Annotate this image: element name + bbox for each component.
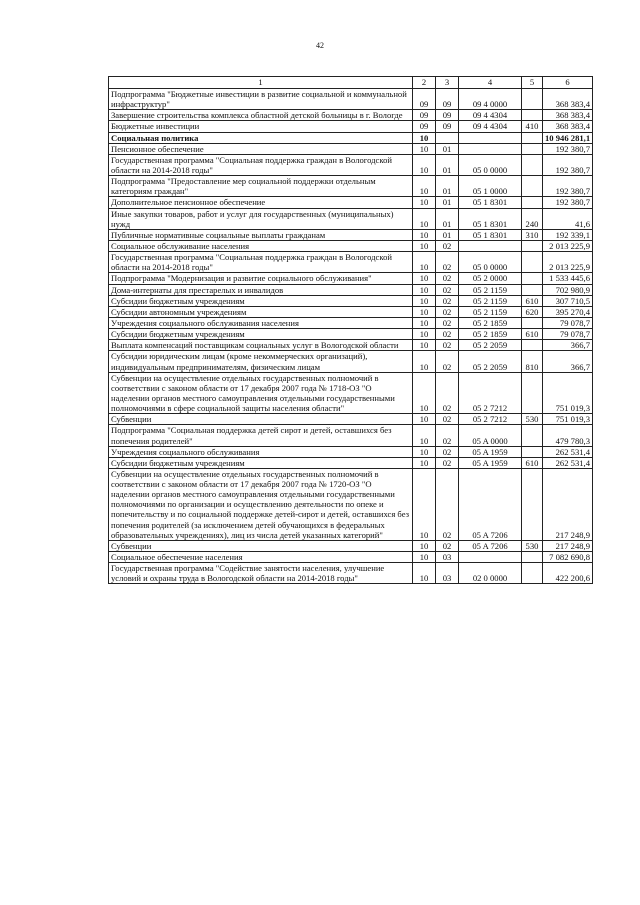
row-subsection: 02: [436, 468, 459, 540]
row-name: Субсидии бюджетным учреждениям: [109, 457, 413, 468]
row-section: 10: [413, 306, 436, 317]
row-section: 10: [413, 329, 436, 340]
row-amount: 2 013 225,9: [543, 252, 593, 273]
row-subsection: 02: [436, 284, 459, 295]
row-expense-type: [522, 446, 543, 457]
row-section: 09: [413, 89, 436, 110]
row-section: 09: [413, 110, 436, 121]
row-target-article: 05 2 1159: [459, 284, 522, 295]
row-amount: 1 533 445,6: [543, 273, 593, 284]
row-target-article: 05 1 8301: [459, 208, 522, 229]
row-subsection: 02: [436, 457, 459, 468]
row-target-article: 05 A 0000: [459, 425, 522, 446]
row-expense-type: 620: [522, 306, 543, 317]
row-subsection: 09: [436, 89, 459, 110]
table-row: [109, 446, 593, 457]
header-col-1: 1: [109, 77, 413, 89]
row-expense-type: [522, 273, 543, 284]
row-subsection: 01: [436, 229, 459, 240]
row-target-article: 05 1 0000: [459, 176, 522, 197]
row-expense-type: [522, 317, 543, 328]
row-target-article: 05 2 2059: [459, 351, 522, 372]
row-expense-type: 530: [522, 540, 543, 551]
row-amount: 479 780,3: [543, 425, 593, 446]
table-row: [109, 284, 593, 295]
row-amount: 262 531,4: [543, 457, 593, 468]
table-row: [109, 563, 593, 584]
row-section: 10: [413, 252, 436, 273]
row-subsection: 03: [436, 552, 459, 563]
row-target-article: 09 4 4304: [459, 121, 522, 132]
row-name: Подпрограмма "Социальная поддержка детей сирот и детей, оставшихся без попечения родителей": [109, 425, 413, 446]
row-target-article: 05 0 0000: [459, 252, 522, 273]
row-expense-type: [522, 552, 543, 563]
row-section: 10: [413, 552, 436, 563]
row-name: Субвенции: [109, 414, 413, 425]
row-amount: 192 339,1: [543, 229, 593, 240]
row-target-article: 05 A 7206: [459, 540, 522, 551]
row-target-article: 05 A 1959: [459, 446, 522, 457]
row-subsection: 09: [436, 121, 459, 132]
row-subsection: 01: [436, 154, 459, 175]
table-row: [109, 414, 593, 425]
row-expense-type: [522, 110, 543, 121]
table-row: [109, 229, 593, 240]
row-subsection: 03: [436, 563, 459, 584]
row-name: Учреждения социального обслуживания: [109, 446, 413, 457]
row-section: 10: [413, 540, 436, 551]
row-expense-type: [522, 563, 543, 584]
row-name: Субсидии бюджетным учреждениям: [109, 295, 413, 306]
row-target-article: 05 2 7212: [459, 414, 522, 425]
row-section: 10: [413, 340, 436, 351]
row-section: 10: [413, 240, 436, 251]
row-expense-type: 610: [522, 329, 543, 340]
row-section: 09: [413, 121, 436, 132]
row-expense-type: [522, 340, 543, 351]
row-subsection: 02: [436, 273, 459, 284]
row-target-article: 09 4 4304: [459, 110, 522, 121]
row-amount: 751 019,3: [543, 414, 593, 425]
header-col-3: 3: [436, 77, 459, 89]
table-row: [109, 457, 593, 468]
row-expense-type: [522, 143, 543, 154]
row-subsection: 02: [436, 329, 459, 340]
table-row: [109, 540, 593, 551]
table-row: [109, 317, 593, 328]
row-section: 10: [413, 273, 436, 284]
row-target-article: 05 0 0000: [459, 154, 522, 175]
row-amount: 7 082 690,8: [543, 552, 593, 563]
row-name: Государственная программа "Содействие занятости населения, улучшение условий и охраны труда в Вологодской области на 2014-2018 годы": [109, 563, 413, 584]
row-expense-type: [522, 468, 543, 540]
row-name: Дома-интернаты для престарелых и инвалидов: [109, 284, 413, 295]
row-amount: 368 383,4: [543, 89, 593, 110]
row-section: 10: [413, 295, 436, 306]
row-amount: 217 248,9: [543, 540, 593, 551]
row-amount: 262 531,4: [543, 446, 593, 457]
row-section: 10: [413, 468, 436, 540]
row-expense-type: 530: [522, 414, 543, 425]
row-target-article: 05 A 1959: [459, 457, 522, 468]
row-target-article: 05 2 1159: [459, 295, 522, 306]
row-name: Социальное обслуживание населения: [109, 240, 413, 251]
row-amount: 751 019,3: [543, 372, 593, 414]
row-subsection: 02: [436, 540, 459, 551]
header-col-5: 5: [522, 77, 543, 89]
row-expense-type: [522, 240, 543, 251]
row-amount: 10 946 281,1: [543, 132, 593, 143]
page-number: 42: [316, 41, 324, 50]
row-name: Завершение строительства комплекса областной детской больницы в г. Вологде: [109, 110, 413, 121]
row-expense-type: [522, 372, 543, 414]
row-target-article: 05 2 7212: [459, 372, 522, 414]
row-name: Пенсионное обеспечение: [109, 143, 413, 154]
table-row: [109, 351, 593, 372]
row-name: Государственная программа "Социальная поддержка граждан в Вологодской области на 2014-2018 годы": [109, 154, 413, 175]
row-subsection: 09: [436, 110, 459, 121]
row-section: 10: [413, 446, 436, 457]
table-row: [109, 197, 593, 208]
row-section: 10: [413, 229, 436, 240]
table-row: [109, 468, 593, 540]
row-amount: 79 078,7: [543, 317, 593, 328]
table-body: [109, 89, 593, 584]
row-amount: 192 380,7: [543, 154, 593, 175]
row-name: Выплата компенсаций поставщикам социальных услуг в Вологодской области: [109, 340, 413, 351]
budget-table: [108, 76, 593, 584]
row-subsection: 01: [436, 176, 459, 197]
table-row: [109, 110, 593, 121]
table-row: [109, 372, 593, 414]
row-expense-type: 240: [522, 208, 543, 229]
row-amount: 192 380,7: [543, 197, 593, 208]
row-name: Подпрограмма "Предоставление мер социальной поддержки отдельным категориям граждан": [109, 176, 413, 197]
row-target-article: 09 4 0000: [459, 89, 522, 110]
row-subsection: 02: [436, 317, 459, 328]
row-name: Субсидии автономным учреждениям: [109, 306, 413, 317]
table-header-row: [109, 77, 593, 89]
row-name: Субвенции на осуществление отдельных государственных полномочий в соответствии с законом области от 17 декабря 2007 года № 1718-ОЗ "О наделении органов местного самоуправления отдельными государственными полномочиями в сфере социальной защиты населения области": [109, 372, 413, 414]
row-target-article: 02 0 0000: [459, 563, 522, 584]
row-subsection: 02: [436, 425, 459, 446]
row-section: 10: [413, 132, 436, 143]
row-section: 10: [413, 284, 436, 295]
table-row: [109, 306, 593, 317]
table-row: [109, 208, 593, 229]
table-row: [109, 425, 593, 446]
row-target-article: 05 2 1859: [459, 317, 522, 328]
table-row: [109, 154, 593, 175]
table-row: [109, 176, 593, 197]
row-expense-type: 410: [522, 121, 543, 132]
row-expense-type: [522, 425, 543, 446]
row-name: Подпрограмма "Модернизация и развитие социального обслуживания": [109, 273, 413, 284]
row-amount: 366,7: [543, 340, 593, 351]
row-name: Бюджетные инвестиции: [109, 121, 413, 132]
row-subsection: 02: [436, 240, 459, 251]
row-amount: 217 248,9: [543, 468, 593, 540]
row-subsection: [436, 132, 459, 143]
row-subsection: 02: [436, 340, 459, 351]
row-section: 10: [413, 317, 436, 328]
row-expense-type: 610: [522, 457, 543, 468]
table-row: [109, 295, 593, 306]
table-row: [109, 340, 593, 351]
table-row: [109, 89, 593, 110]
row-subsection: 02: [436, 306, 459, 317]
row-amount: 422 200,6: [543, 563, 593, 584]
row-section: 10: [413, 563, 436, 584]
row-subsection: 01: [436, 143, 459, 154]
row-subsection: 01: [436, 208, 459, 229]
row-name: Социальная политика: [109, 132, 413, 143]
row-section: 10: [413, 208, 436, 229]
table-row: [109, 252, 593, 273]
row-amount: 307 710,5: [543, 295, 593, 306]
row-name: Субсидии юридическим лицам (кроме некоммерческих организаций), индивидуальным предпринимателям, физическим лицам: [109, 351, 413, 372]
header-col-2: 2: [413, 77, 436, 89]
row-name: Субсидии бюджетным учреждениям: [109, 329, 413, 340]
row-expense-type: [522, 284, 543, 295]
row-expense-type: [522, 132, 543, 143]
row-target-article: [459, 552, 522, 563]
row-target-article: 05 1 8301: [459, 229, 522, 240]
table-row: [109, 143, 593, 154]
row-subsection: 02: [436, 252, 459, 273]
row-amount: 368 383,4: [543, 110, 593, 121]
row-name: Иные закупки товаров, работ и услуг для государственных (муниципальных) нужд: [109, 208, 413, 229]
header-col-4: 4: [459, 77, 522, 89]
row-amount: 2 013 225,9: [543, 240, 593, 251]
row-target-article: 05 1 8301: [459, 197, 522, 208]
table-row: [109, 329, 593, 340]
row-amount: 395 270,4: [543, 306, 593, 317]
row-target-article: [459, 240, 522, 251]
header-col-6: 6: [543, 77, 593, 89]
row-name: Публичные нормативные социальные выплаты гражданам: [109, 229, 413, 240]
row-subsection: 02: [436, 414, 459, 425]
row-amount: 79 078,7: [543, 329, 593, 340]
row-target-article: 05 2 2059: [459, 340, 522, 351]
row-section: 10: [413, 425, 436, 446]
row-subsection: 02: [436, 446, 459, 457]
row-subsection: 01: [436, 197, 459, 208]
row-name: Социальное обеспечение населения: [109, 552, 413, 563]
table-row: [109, 132, 593, 143]
row-amount: 41,6: [543, 208, 593, 229]
row-subsection: 02: [436, 351, 459, 372]
table-row: [109, 121, 593, 132]
row-target-article: 05 2 1159: [459, 306, 522, 317]
table-row: [109, 273, 593, 284]
row-expense-type: [522, 197, 543, 208]
row-name: Субвенции на осуществление отдельных государственных полномочий в соответствии с законом области от 17 декабря 2007 года № 1720-ОЗ "О наделении органов местного самоуправления отдельными государственными полномочиями по организации и осуществлению деятельности по опеке и попечительству и по социальной поддержке детей-сирот и детей, оставшихся без попечения родителей (за исключением детей обучающихся в федеральных образовательных учреждениях), лиц из числа детей указанных категорий": [109, 468, 413, 540]
row-target-article: 05 2 1859: [459, 329, 522, 340]
table-row: [109, 240, 593, 251]
row-expense-type: [522, 89, 543, 110]
row-target-article: [459, 132, 522, 143]
row-expense-type: [522, 176, 543, 197]
table-row: [109, 552, 593, 563]
row-amount: 366,7: [543, 351, 593, 372]
row-expense-type: [522, 154, 543, 175]
row-name: Учреждения социального обслуживания населения: [109, 317, 413, 328]
row-amount: 702 980,9: [543, 284, 593, 295]
row-name: Государственная программа "Социальная поддержка граждан в Вологодской области на 2014-2018 годы": [109, 252, 413, 273]
row-amount: 192 380,7: [543, 143, 593, 154]
row-section: 10: [413, 197, 436, 208]
row-target-article: 05 A 7206: [459, 468, 522, 540]
row-section: 10: [413, 351, 436, 372]
row-expense-type: [522, 252, 543, 273]
row-name: Подпрограмма "Бюджетные инвестиции в развитие социальной и коммунальной инфраструктур": [109, 89, 413, 110]
row-expense-type: 810: [522, 351, 543, 372]
row-subsection: 02: [436, 372, 459, 414]
row-section: 10: [413, 154, 436, 175]
row-name: Субвенции: [109, 540, 413, 551]
row-section: 10: [413, 372, 436, 414]
row-target-article: 05 2 0000: [459, 273, 522, 284]
row-section: 10: [413, 176, 436, 197]
row-section: 10: [413, 143, 436, 154]
row-expense-type: 310: [522, 229, 543, 240]
row-subsection: 02: [436, 295, 459, 306]
row-section: 10: [413, 414, 436, 425]
row-expense-type: 610: [522, 295, 543, 306]
row-name: Дополнительное пенсионное обеспечение: [109, 197, 413, 208]
row-section: 10: [413, 457, 436, 468]
row-amount: 368 383,4: [543, 121, 593, 132]
row-target-article: [459, 143, 522, 154]
row-amount: 192 380,7: [543, 176, 593, 197]
